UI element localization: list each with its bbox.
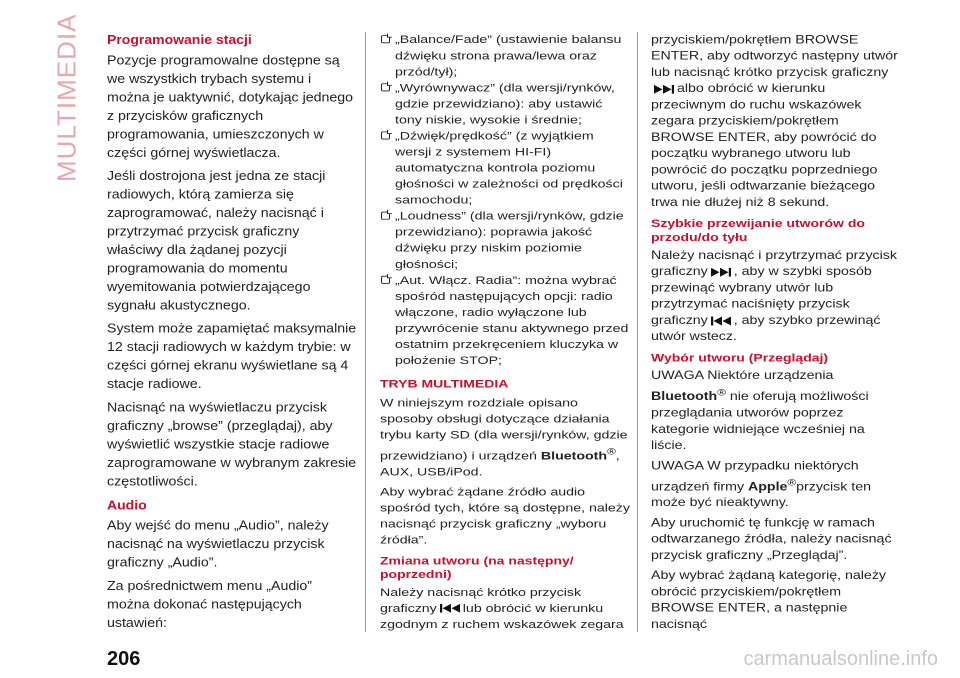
list-item-text: „Wyrównywacz” (dla wersji/rynków, gdzie przewidziano): aby ustawić tony niskie, wysokie i średnie; — [395, 81, 615, 127]
checkbox-bullet-icon — [381, 131, 390, 139]
column-divider — [365, 32, 366, 632]
text-run: UWAGA W przypadku niektórych urządzeń firmy — [651, 459, 859, 494]
registered-mark: ® — [607, 445, 616, 458]
checkbox-bullet-icon — [381, 212, 390, 220]
list-item — [380, 208, 630, 272]
checkbox-bullet-icon — [381, 35, 390, 43]
brand-apple: Apple — [747, 480, 788, 494]
list-item — [380, 80, 630, 128]
text-run: przycisk ten może być nieaktywny. — [651, 480, 872, 510]
column-2 — [380, 32, 630, 636]
paragraph: Nacisnąć na wyświetlaczu przycisk graficzny „browse” (przeglądaj), aby wyświetlić wszystkie stacje radiowe zaprogramowane w wybranym zakresie częstotliwości. — [107, 400, 357, 489]
text-run: UWAGA Niektóre urządzenia — [651, 369, 834, 383]
paragraph: Aby uruchomić tę funkcję w ramach odtwarzanego źródła, należy nacisnąć przycisk graficzny „Przeglądaj”. — [651, 516, 892, 563]
next-track-icon — [711, 267, 731, 277]
heading-audio: Audio — [107, 497, 147, 513]
list-item — [380, 128, 630, 208]
list-item-text: „Balance/Fade” (ustawienie balansu dźwięku strona prawa/lewa oraz przód/tył); — [395, 33, 622, 79]
text-run: albo obrócić w kierunku przeciwnym do ruchu wskazówek zegara przyciskiem/pokrętłem BROWSE ENTER, aby powrócić do początku wybranego utworu lub powrócić do początku poprzedniego utworu, jeśli odtwarzanie bieżącego trwa nie dłużej niż 8 sekund. — [651, 82, 878, 210]
list-item-text: „Aut. Włącz. Radia”: można wybrać spośród następujących opcji: radio włączone, radio wyłączone lub przywrócenie stanu aktywnego przed ostatnim przekręceniem kluczyka w położenie STOP; — [395, 274, 629, 368]
list-item — [380, 32, 630, 80]
paragraph — [651, 247, 901, 345]
list-item-text: „Loudness” (dla wersji/rynków, gdzie przewidziano): poprawia jakość dźwięku przy niskim poziomie głośności; — [395, 210, 624, 271]
text-run: , AUX, USB/iPod. — [380, 449, 620, 479]
text-run: nie oferują możliwości przeglądania utworów poprzez kategorie widniejące wcześniej na liście. — [651, 390, 869, 453]
section-side-label: MULTIMEDIA — [51, 13, 82, 183]
paragraph: Aby wejść do menu „Audio”, należy nacisnąć na wyświetlaczu przycisk graficzny „Audio”. — [107, 518, 329, 571]
text-run: Należy nacisnąć krótko przycisk graficzny — [380, 585, 582, 615]
list-item-text: „Dźwięk/prędkość” (z wyjątkiem wersji z systemem HI-FI) automatyczna kontrola poziomu głośności w zależności od prędkości samochodu; — [395, 129, 623, 207]
paragraph — [651, 32, 901, 211]
list-item — [380, 273, 630, 369]
text-run: lub obrócić w kierunku zgodnym z ruchem wskazówek zegara — [380, 602, 624, 631]
text-run: przyciskiem/pokrętłem BROWSE ENTER, aby odtworzyć następny utwór lub nacisnąć krótko przycisk graficzny — [651, 33, 898, 80]
paragraph: Aby wybrać żądaną kategorię, należy obrócić przyciskiem/pokrętłem BROWSE ENTER, a następnie nacisnąć — [651, 569, 887, 632]
brand-bluetooth: Bluetooth — [651, 390, 718, 404]
heading-track-change: Zmiana utworu (na następny/ poprzedni) — [380, 553, 574, 581]
paragraph: Aby wybrać żądane źródło audio spośród tych, które są dostępne, należy nacisnąć przycisk graficzny „wyboru źródła”. — [380, 485, 630, 547]
registered-mark: ® — [787, 476, 797, 488]
next-track-icon — [654, 84, 674, 94]
column-3 — [651, 32, 901, 637]
heading-track-select-browse: Wybór utworu (Przeglądaj) — [651, 350, 829, 364]
checkbox-bullet-icon — [381, 83, 390, 91]
page-number: 206 — [107, 648, 141, 670]
paragraph — [651, 458, 901, 511]
watermark: carmanualsonline.info — [743, 648, 938, 670]
brand-bluetooth: Bluetooth — [540, 449, 608, 463]
previous-track-icon — [711, 316, 731, 326]
heading-station-programming: Programowanie stacji — [107, 32, 252, 47]
paragraph: Za pośrednictwem menu „Audio” można dokonać następujących ustawień: — [107, 578, 313, 631]
paragraph: Jeśli dostrojona jest jedna ze stacji radiowych, którą zamierza się zaprogramować, należy nacisnąć i przytrzymać przycisk graficzny właściwy dla żądanej pozycji programowania do momentu wyemitowania potwierdzającego sygnału akustycznego. — [107, 168, 326, 314]
text-run: W niniejszym rozdziale opisano sposoby obsługi dotyczące działania trybu karty SD (dla wersji/rynków, gdzie przewidziano) i urządzeń — [380, 396, 628, 463]
paragraph — [651, 368, 901, 454]
paragraph — [380, 395, 630, 480]
paragraph: Pozycje programowalne dostępne są we wszystkich trybach systemu i można je uaktywnić, dotykając jednego z przycisków graficznych programowania, umieszczonych w części górnej wyświetlacza. — [107, 53, 354, 161]
column-1 — [107, 32, 357, 637]
column-divider — [637, 32, 638, 632]
heading-fast-forward-rewind: Szybkie przewijanie utworów do przodu/do tyłu — [651, 216, 865, 244]
text-run: Należy nacisnąć i przytrzymać przycisk graficzny — [651, 249, 897, 279]
paragraph — [380, 584, 630, 632]
text-run: , aby szybko przewinąć utwór wstecz. — [651, 314, 881, 344]
paragraph: System może zapamiętać maksymalnie 12 stacji radiowych w każdym trybie: w części górnej ekranu wyświetlane są 4 stacje radiowe. — [107, 321, 357, 392]
heading-multimedia-mode: TRYB MULTIMEDIA — [380, 376, 509, 390]
checkbox-bullet-icon — [381, 276, 390, 284]
registered-mark: ® — [717, 386, 726, 398]
previous-track-icon — [440, 604, 460, 614]
text-run: , aby w szybki sposób przewinąć wybrany utwór lub przytrzymać naciśnięty przycisk graficzny — [651, 265, 872, 328]
